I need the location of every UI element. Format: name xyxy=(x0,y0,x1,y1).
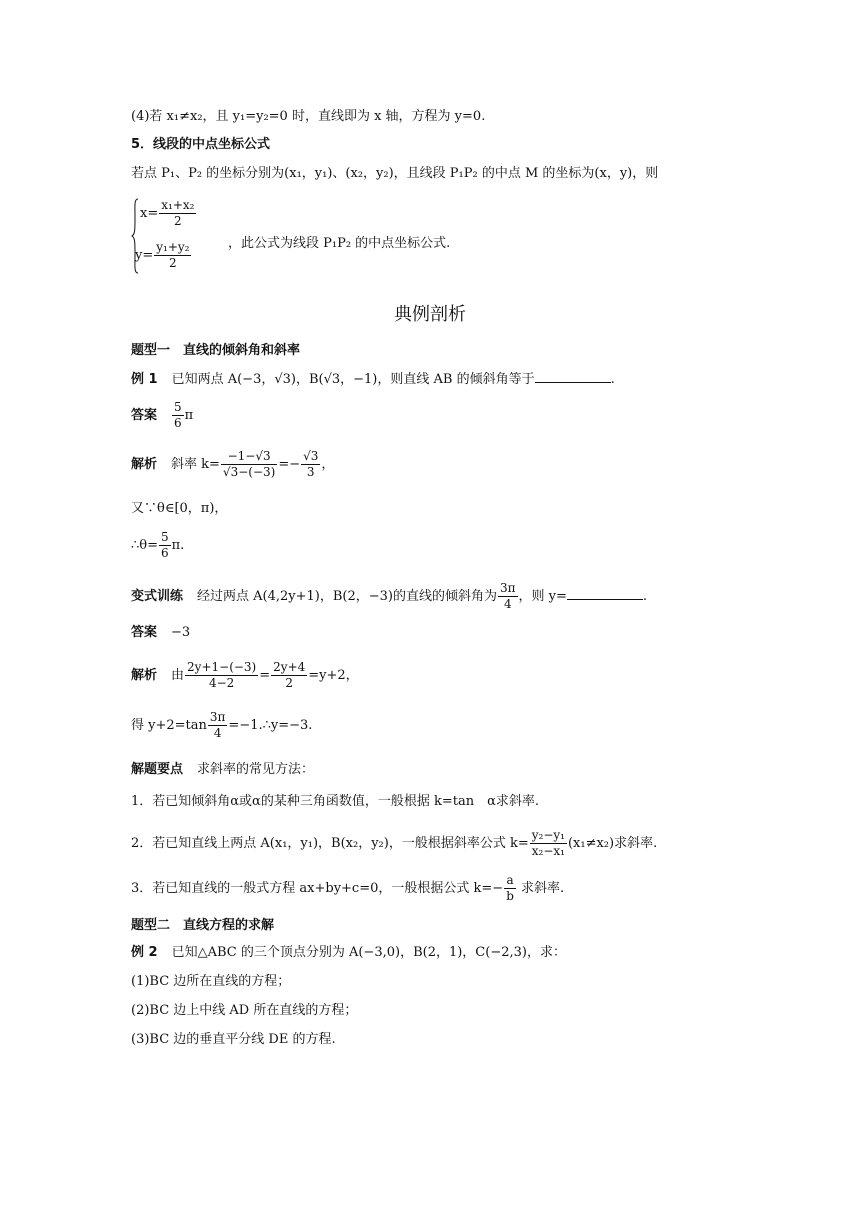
section-title: 典例剖析 xyxy=(394,304,466,325)
answer-blank xyxy=(535,369,611,383)
key-label: 解题要点 xyxy=(131,762,184,777)
example-label: 例 1 xyxy=(131,372,158,387)
key-item xyxy=(131,828,657,859)
analysis-label: 解析 xyxy=(131,457,158,472)
answer-value: −3 xyxy=(171,625,191,640)
answer-blank xyxy=(567,586,643,600)
answer-line xyxy=(131,400,193,431)
key-text: 3．若已知直线的一般式方程 ax+by+c=0，一般根据公式 k=− xyxy=(131,881,504,896)
answer-tail: π xyxy=(184,408,194,423)
denominator: 2 xyxy=(169,256,177,270)
numerator: 3π xyxy=(209,710,226,724)
analysis-line: 又∵θ∈[0，π)， xyxy=(131,501,228,516)
fraction xyxy=(159,198,196,229)
text-line: (4)若 x₁≠x₂，且 y₁=y₂=0 时，直线即为 x 轴，方程为 y=0. xyxy=(131,109,486,124)
key-text: 2．若已知直线上两点 A(x₁，y₁)，B(x₂，y₂)，一般根据斜率公式 k= xyxy=(131,836,529,851)
section-heading: 5．线段的中点坐标公式 xyxy=(131,137,271,152)
variant-text: ，则 y= xyxy=(518,589,567,604)
example-text: 已知两点 A(−3，√3)，B(√3，−1)，则直线 AB 的倾斜角等于 xyxy=(171,372,535,387)
fraction xyxy=(271,660,307,691)
fraction xyxy=(530,828,567,859)
formula-x-lhs: x= xyxy=(140,206,159,221)
denominator: 2 xyxy=(174,214,182,228)
text-line: ，此公式为线段 P₁P₂ 的中点坐标公式. xyxy=(228,236,451,251)
formula-y-lhs: y= xyxy=(135,248,154,263)
analysis-text: ， xyxy=(321,457,335,472)
answer-label: 答案 xyxy=(131,625,158,640)
numerator: a xyxy=(504,873,516,889)
fraction xyxy=(172,400,184,431)
denominator: x₂−x₁ xyxy=(531,844,565,858)
example-label: 例 2 xyxy=(131,945,158,960)
numerator: y₂−y₁ xyxy=(531,828,565,842)
numerator: y₁+y₂ xyxy=(156,240,190,254)
fraction xyxy=(159,530,171,561)
key-item xyxy=(131,873,564,904)
fraction xyxy=(208,710,228,741)
numerator: 3π xyxy=(500,581,516,595)
question-item: (3)BC 边的垂直平分线 DE 的方程. xyxy=(131,1032,336,1047)
answer-line xyxy=(131,624,190,642)
analysis-line xyxy=(131,660,359,691)
analysis-text: 得 y+2=tan xyxy=(131,718,207,733)
answer-label: 答案 xyxy=(131,408,158,423)
denominator: 3 xyxy=(306,465,315,479)
fraction xyxy=(498,581,518,612)
variant-text: 经过两点 A(4,2y+1)，B(2，−3)的直线的倾斜角为 xyxy=(197,589,497,604)
example-text: 已知△ABC 的三个顶点分别为 A(−3,0)，B(2，1)，C(−2,3)，求： xyxy=(171,945,566,960)
denominator: 2 xyxy=(285,676,294,690)
key-text: 求斜率的常见方法： xyxy=(197,762,315,777)
analysis-text: 由 xyxy=(171,668,185,683)
type-heading: 题型一 直线的倾斜角和斜率 xyxy=(131,343,301,358)
denominator: √3−(−3) xyxy=(222,465,276,479)
key-line xyxy=(131,761,314,779)
fraction xyxy=(504,873,516,904)
key-text: 求斜率. xyxy=(516,881,565,896)
variant-label: 变式训练 xyxy=(131,589,184,604)
numerator: −1−√3 xyxy=(221,449,277,465)
analysis-text: = xyxy=(259,668,271,683)
fraction xyxy=(221,449,277,480)
text-line: 若点 P₁、P₂ 的坐标分别为(x₁，y₁)、(x₂，y₂)，且线段 P₁P₂ 的中点 M 的坐标为(x，y)，则 xyxy=(131,166,659,181)
analysis-line xyxy=(131,530,184,561)
midpoint-formula xyxy=(131,198,211,278)
key-item: 1．若已知倾斜角α或α的某种三角函数值，一般根据 k=tan α求斜率. xyxy=(131,794,539,809)
key-text: (x₁≠x₂)求斜率. xyxy=(567,836,658,851)
denominator: 6 xyxy=(161,546,169,560)
analysis-line xyxy=(131,710,312,741)
fraction xyxy=(301,449,320,480)
denominator: b xyxy=(506,889,514,903)
example-line: 例 1 已知两点 A(−3，√3)，B(√3，−1)，则直线 AB 的倾斜角等于 . xyxy=(131,369,615,389)
numerator: 5 xyxy=(161,530,169,544)
fraction xyxy=(154,240,191,271)
analysis-text: =y+2， xyxy=(308,668,359,683)
question-item: (1)BC 边所在直线的方程； xyxy=(131,974,291,989)
numerator: 2y+4 xyxy=(273,660,306,674)
denominator: 4−2 xyxy=(208,676,235,690)
analysis-text: =− xyxy=(278,457,301,472)
numerator: 5 xyxy=(174,400,182,414)
numerator: 2y+1−(−3) xyxy=(187,660,257,674)
variant-line: 变式训练 经过两点 A(4,2y+1)，B(2，−3)的直线的倾斜角为 $\frac{3\pi}{4}$ ，则 y= . xyxy=(131,581,648,611)
analysis-label: 解析 xyxy=(131,668,158,683)
question-item: (2)BC 边上中线 AD 所在直线的方程； xyxy=(131,1003,358,1018)
fraction xyxy=(185,660,258,691)
numerator: x₁+x₂ xyxy=(161,198,195,212)
numerator: √3 xyxy=(303,449,319,463)
analysis-text: 斜率 k= xyxy=(171,457,220,472)
analysis-text: ∴θ= xyxy=(131,538,158,553)
analysis-line xyxy=(131,449,334,480)
denominator: 4 xyxy=(503,597,512,611)
type-heading: 题型二 直线方程的求解 xyxy=(131,918,275,933)
analysis-text: =−1.∴y=−3. xyxy=(228,718,313,733)
analysis-text: π. xyxy=(171,538,185,553)
example-line xyxy=(131,944,566,962)
denominator: 6 xyxy=(174,416,182,430)
denominator: 4 xyxy=(213,726,222,740)
